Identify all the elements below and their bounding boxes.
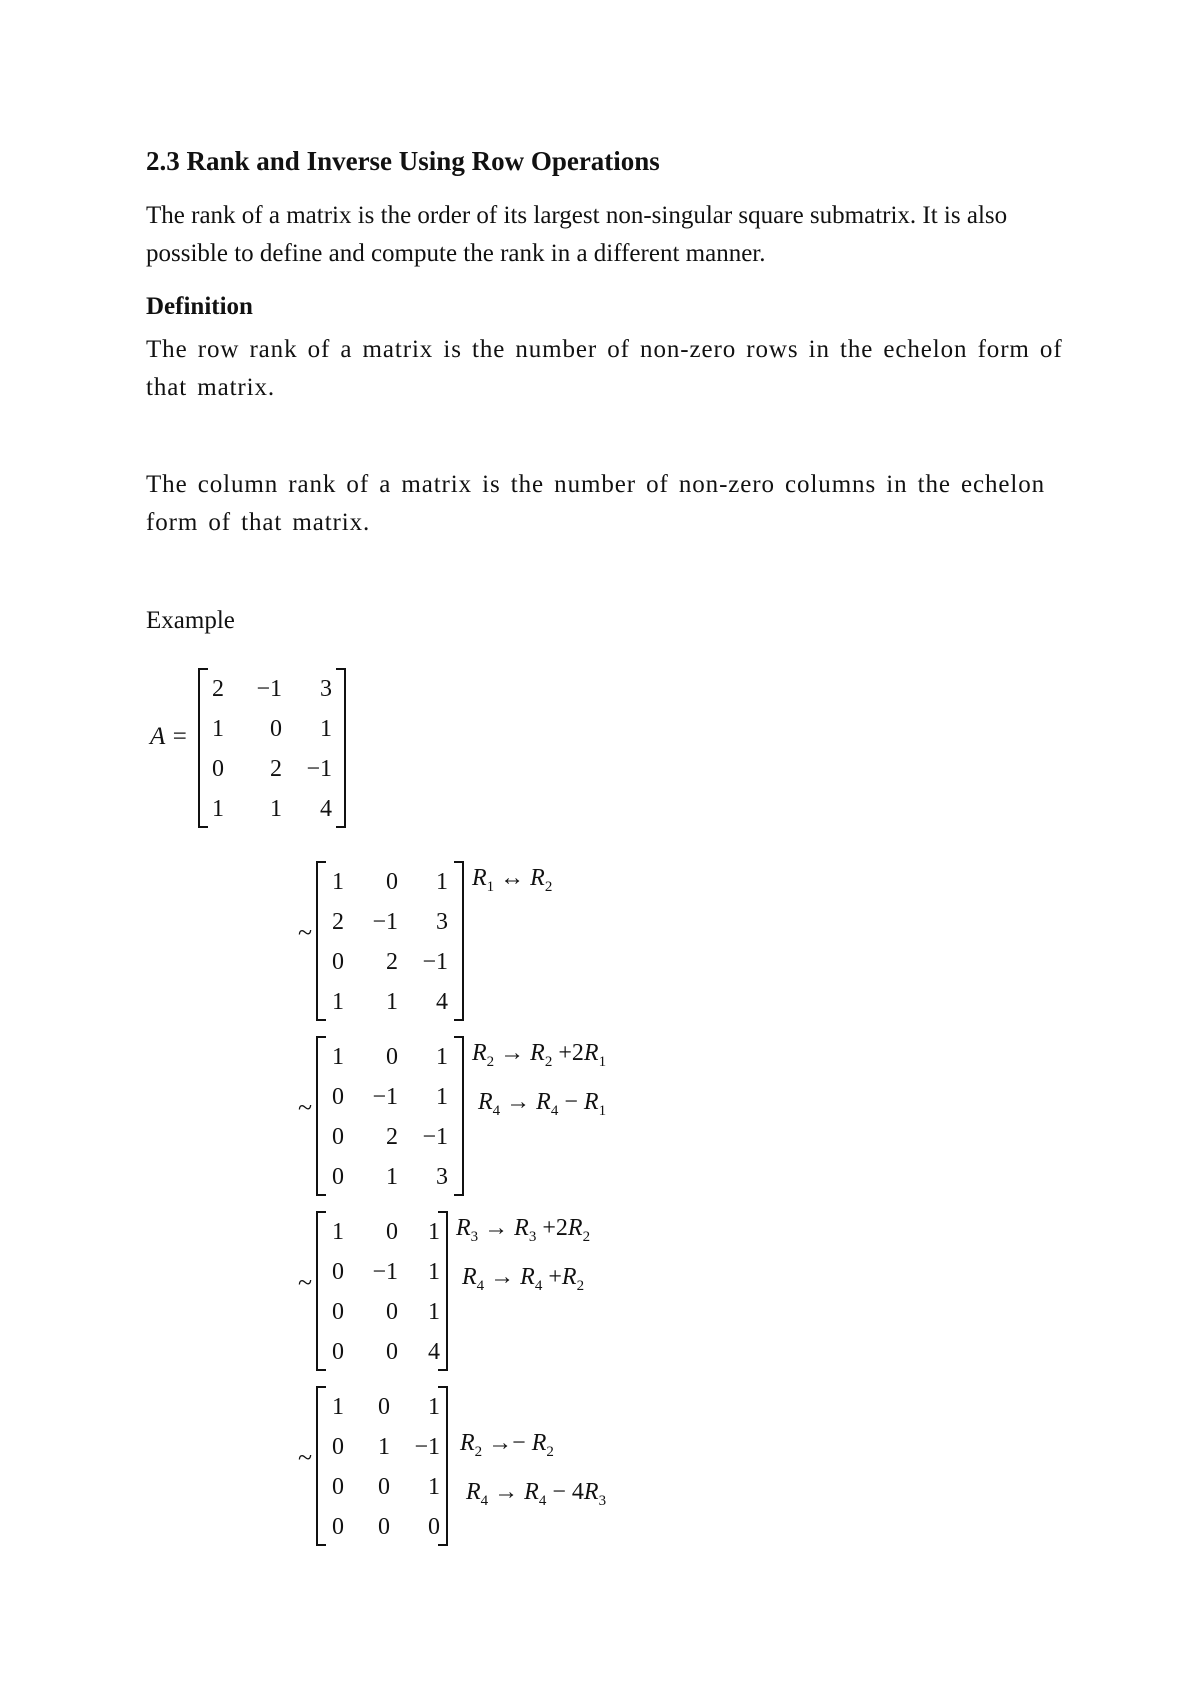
matrix-a <box>198 668 346 828</box>
matrix-entry: 2 <box>270 756 282 782</box>
section-heading: 2.3 Rank and Inverse Using Row Operations <box>146 146 660 176</box>
row-symbol: R <box>514 1215 529 1241</box>
matrix-entry: 4 <box>428 1339 440 1365</box>
matrix-entry: 0 <box>386 1044 398 1070</box>
matrix-entry: 0 <box>270 716 282 742</box>
row-symbol: R <box>456 1215 471 1241</box>
step-matrix-4 <box>316 1386 448 1546</box>
matrix-entry: 1 <box>332 869 344 895</box>
matrix-row <box>316 1335 448 1375</box>
matrix-entry: 4 <box>320 796 332 822</box>
matrix-row <box>316 905 464 945</box>
row-symbol: R <box>583 1040 599 1066</box>
row-symbol: R <box>462 1263 477 1290</box>
matrix-entry: 1 <box>332 989 344 1015</box>
matrix-row <box>198 672 346 712</box>
matrix-row <box>316 985 464 1025</box>
operation-arrow: →− <box>482 1430 532 1456</box>
row-operation <box>456 1257 590 1306</box>
row-symbol: R <box>478 1088 493 1115</box>
matrix-entry: 0 <box>386 1299 398 1325</box>
row-index: 2 <box>576 1277 585 1294</box>
matrix-entry: 2 <box>212 676 224 702</box>
matrix-entry: 1 <box>332 1044 344 1070</box>
operation-arrow: → <box>488 1478 525 1505</box>
equivalence-symbol: ~ <box>298 918 313 947</box>
row-symbol: R <box>567 1215 583 1241</box>
step-matrix-1 <box>316 861 464 1021</box>
matrix-entry: 1 <box>428 1219 440 1245</box>
matrix-row <box>316 1255 448 1295</box>
matrix-entry: 3 <box>436 1164 448 1190</box>
row-symbol: R <box>472 1040 487 1066</box>
row-index: 2 <box>546 1443 554 1460</box>
row-symbol: R <box>536 1088 551 1115</box>
matrix-entry: −1 <box>422 949 448 975</box>
matrix-entry: 1 <box>428 1394 440 1420</box>
matrix-row <box>316 1160 464 1200</box>
matrix-a-label: A = <box>150 723 188 750</box>
operation-arrow: → <box>484 1263 521 1290</box>
matrix-entry: 1 <box>212 796 224 822</box>
matrix-entry: 1 <box>428 1259 440 1285</box>
column-rank-definition: The column rank of a matrix is the number of non-zero columns in the echelon form of that matrix. <box>146 471 1046 536</box>
matrix-entry: 0 <box>378 1394 390 1420</box>
row-symbol: R <box>530 865 545 891</box>
row-index: 2 <box>582 1228 591 1245</box>
matrix-entry: 1 <box>270 796 282 822</box>
matrix-row <box>316 1510 448 1550</box>
row-symbol: R <box>460 1430 475 1456</box>
row-operation <box>460 1472 606 1521</box>
matrix-row <box>316 1215 448 1255</box>
row-index: 4 <box>476 1277 485 1294</box>
matrix-entry: 4 <box>436 989 448 1015</box>
matrix-row <box>316 1040 464 1080</box>
equivalence-symbol: ~ <box>298 1093 313 1122</box>
matrix-entry: 0 <box>378 1474 390 1500</box>
row-operation <box>456 1208 590 1257</box>
matrix-row <box>316 945 464 985</box>
matrix-row <box>316 1120 464 1160</box>
matrix-entry: 0 <box>332 1259 344 1285</box>
step-3-operations <box>456 1208 590 1306</box>
matrix-entry: 2 <box>332 909 344 935</box>
matrix-row <box>198 752 346 792</box>
matrix-entry: 1 <box>428 1299 440 1325</box>
step-matrix-2 <box>316 1036 464 1196</box>
matrix-entry: 0 <box>386 869 398 895</box>
matrix-entry: 0 <box>428 1514 440 1540</box>
matrix-entry: 0 <box>332 1339 344 1365</box>
row-symbol: R <box>524 1478 539 1505</box>
step-2-operations <box>472 1033 606 1131</box>
matrix-entry: 2 <box>386 949 398 975</box>
matrix-entry: 0 <box>386 1339 398 1365</box>
example-label: Example <box>146 607 235 634</box>
row-index: 3 <box>598 1492 607 1509</box>
matrix-row <box>316 1470 448 1510</box>
definition-heading: Definition <box>146 293 253 320</box>
matrix-entry: 0 <box>332 949 344 975</box>
operation-term: +2 <box>552 1040 584 1066</box>
matrix-entry: 0 <box>332 1514 344 1540</box>
operation-arrow: → <box>494 1040 531 1066</box>
matrix-entry: 0 <box>212 756 224 782</box>
row-index: 2 <box>474 1443 483 1460</box>
operation-term: − <box>558 1088 584 1115</box>
row-index: 4 <box>538 1492 547 1509</box>
matrix-entry: 1 <box>436 869 448 895</box>
row-operation <box>472 858 552 907</box>
matrix-entry: 0 <box>378 1514 390 1540</box>
matrix-entry: 3 <box>320 676 332 702</box>
row-index: 4 <box>492 1102 501 1119</box>
matrix-entry: 0 <box>332 1434 344 1460</box>
row-index: 4 <box>550 1102 559 1119</box>
matrix-row <box>316 1080 464 1120</box>
matrix-row <box>316 865 464 905</box>
row-operation <box>472 1082 606 1131</box>
row-index: 4 <box>480 1492 489 1509</box>
matrix-entry: 1 <box>436 1084 448 1110</box>
row-operation <box>472 1033 606 1082</box>
row-operation <box>460 1423 606 1472</box>
matrix-entry: 0 <box>332 1299 344 1325</box>
intro-paragraph: The rank of a matrix is the order of its largest non-singular square submatrix. It is also possible to define and compute the rank in a different manner. <box>146 202 1008 267</box>
operation-term: +2 <box>536 1215 568 1241</box>
matrix-entry: −1 <box>372 1084 398 1110</box>
matrix-entry: 1 <box>386 989 398 1015</box>
equivalence-symbol: ~ <box>298 1268 313 1297</box>
matrix-row <box>316 1295 448 1335</box>
matrix-entry: 3 <box>436 909 448 935</box>
row-rank-definition: The row rank of a matrix is the number of non-zero rows in the echelon form of that matrix. <box>146 336 1063 401</box>
matrix-entry: 2 <box>386 1124 398 1150</box>
row-symbol: R <box>520 1263 535 1290</box>
matrix-entry: 1 <box>428 1474 440 1500</box>
operation-arrow: → <box>478 1215 515 1241</box>
matrix-entry: −1 <box>422 1124 448 1150</box>
matrix-row <box>198 712 346 752</box>
matrix-row <box>316 1390 448 1430</box>
row-index: 1 <box>486 878 495 895</box>
matrix-entry: 1 <box>332 1394 344 1420</box>
matrix-entry: 1 <box>378 1434 390 1460</box>
step-1-operations <box>472 858 552 907</box>
operation-arrow: → <box>500 1088 537 1115</box>
matrix-entry: 1 <box>332 1219 344 1245</box>
matrix-entry: −1 <box>256 676 282 702</box>
row-index: 1 <box>598 1102 607 1119</box>
matrix-entry: 1 <box>320 716 332 742</box>
row-symbol: R <box>466 1478 481 1505</box>
operation-term: + <box>542 1263 562 1290</box>
row-symbol: R <box>531 1430 547 1456</box>
matrix-entry: 1 <box>386 1164 398 1190</box>
matrix-row <box>316 1430 448 1470</box>
row-symbol: R <box>530 1040 545 1066</box>
matrix-entry: −1 <box>372 1259 398 1285</box>
row-index: 3 <box>470 1228 479 1245</box>
matrix-entry: 0 <box>386 1219 398 1245</box>
row-symbol: R <box>472 865 487 891</box>
step-matrix-3 <box>316 1211 448 1371</box>
matrix-entry: −1 <box>306 756 332 782</box>
row-index: 3 <box>528 1228 537 1245</box>
matrix-entry: −1 <box>372 909 398 935</box>
row-index: 1 <box>598 1053 607 1070</box>
operation-arrow: ↔ <box>494 865 531 891</box>
row-symbol: R <box>583 1478 599 1505</box>
step-4-operations <box>460 1423 606 1521</box>
equivalence-symbol: ~ <box>298 1443 313 1472</box>
matrix-entry: 1 <box>212 716 224 742</box>
matrix-entry: 1 <box>436 1044 448 1070</box>
matrix-row <box>198 792 346 832</box>
matrix-entry: 0 <box>332 1474 344 1500</box>
row-index: 2 <box>544 1053 553 1070</box>
matrix-entry: 0 <box>332 1124 344 1150</box>
row-index: 4 <box>534 1277 543 1294</box>
matrix-entry: 0 <box>332 1084 344 1110</box>
row-symbol: R <box>583 1088 599 1115</box>
row-index: 2 <box>544 878 553 895</box>
row-index: 2 <box>486 1053 495 1070</box>
matrix-entry: −1 <box>414 1434 440 1460</box>
matrix-entry: 0 <box>332 1164 344 1190</box>
row-symbol: R <box>561 1263 577 1290</box>
operation-term: − 4 <box>546 1478 584 1505</box>
